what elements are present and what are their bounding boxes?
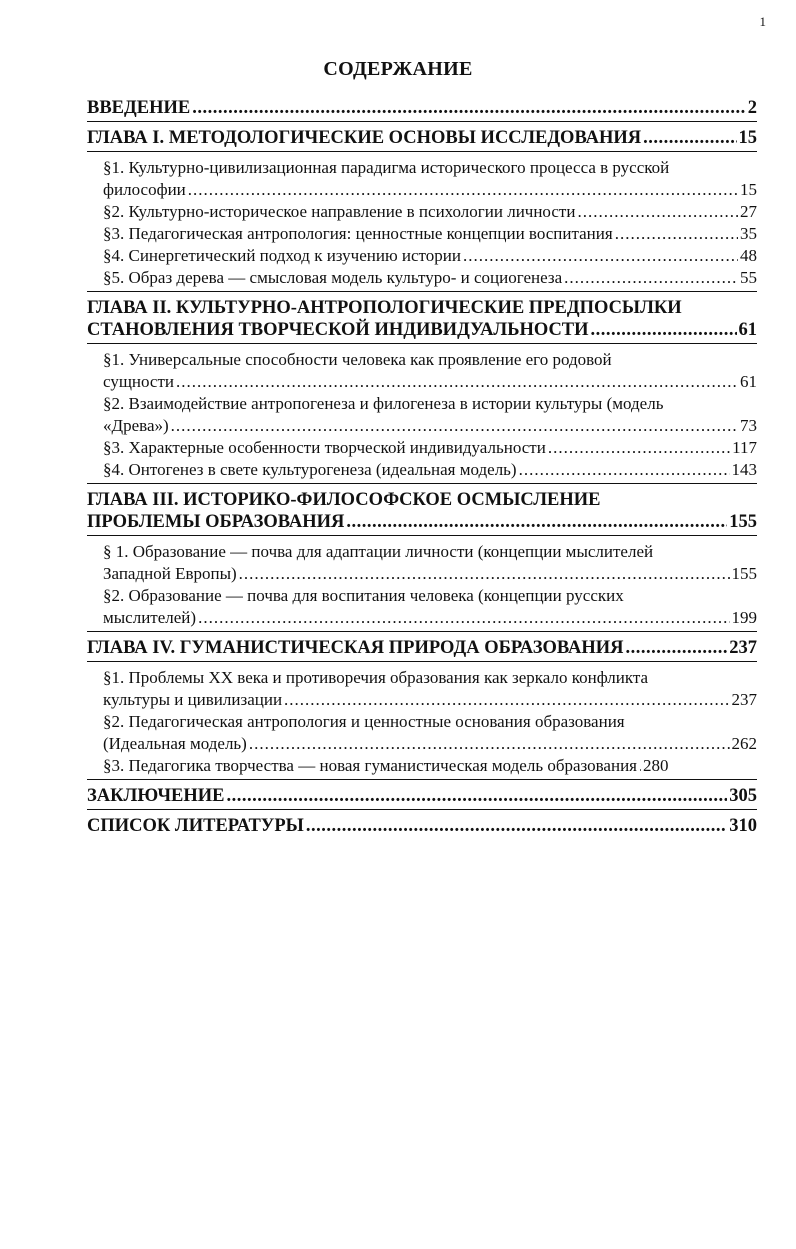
toc-entry-ch1-section-5[interactable] [87,267,757,289]
entry-page: 55 [740,268,757,287]
entry-label-line1: ГЛАВА III. ИСТОРИКО-ФИЛОСОФСКОЕ ОСМЫСЛЕНИЕ [87,490,601,510]
entry-page: 237 [729,638,757,658]
entry-label-line1: §1. Универсальные способности человека как проявление его родовой [103,350,612,369]
toc-entry-chapter-4[interactable] [87,637,757,659]
dot-leader [306,815,727,837]
entry-page: 155 [731,564,757,583]
entry-label: §3. Характерные особенности творческой индивидуальности [103,438,546,457]
dot-leader [639,755,641,777]
dot-leader [615,223,738,245]
dot-leader [249,733,730,755]
separator-rule [87,779,757,780]
entry-page: 305 [729,786,757,806]
entry-page: 280 [643,756,669,775]
entry-page: 262 [731,734,757,753]
entry-label-line2: Западной Европы) [103,564,237,583]
entry-page: 61 [740,372,757,391]
separator-rule [87,809,757,810]
page-number: 1 [759,14,766,29]
entry-label: СПИСОК ЛИТЕРАТУРЫ [87,816,304,836]
toc-entry-chapter-1[interactable] [87,127,757,149]
dot-leader [346,511,727,533]
entry-label-line2: ПРОБЛЕМЫ ОБРАЗОВАНИЯ [87,512,345,532]
toc-entry-ch3-section-1[interactable] [87,541,757,585]
entry-label: ГЛАВА IV. ГУМАНИСТИЧЕСКАЯ ПРИРОДА ОБРАЗОВАНИЯ [87,638,624,658]
entry-page: 35 [740,224,757,243]
toc-entry-ch4-section-1[interactable] [87,667,757,711]
toc-entry-ch2-section-3[interactable] [87,437,757,459]
entry-page: 155 [729,512,757,532]
toc-entry-intro[interactable] [87,97,757,119]
entry-label: ВВЕДЕНИЕ [87,98,191,118]
entry-label-line2: (Идеальная модель) [103,734,247,753]
entry-label-line2: СТАНОВЛЕНИЯ ТВОРЧЕСКОЙ ИНДИВИДУАЛЬНОСТИ [87,320,589,340]
entry-page: 15 [738,128,757,148]
dot-leader [227,785,728,807]
dot-leader [198,607,729,629]
toc-entry-conclusion[interactable] [87,785,757,807]
entry-label-line2: философии [103,180,186,199]
entry-label-line2: мыслителей) [103,608,197,627]
dot-leader [643,127,736,149]
entry-page: 61 [738,320,757,340]
dot-leader [176,371,738,393]
entry-page: 117 [732,438,757,457]
dot-leader [239,563,730,585]
dot-leader [564,267,738,289]
toc-entry-ch3-section-2[interactable] [87,585,757,629]
separator-rule [87,291,757,292]
separator-rule [87,343,757,344]
toc-entry-ch1-section-2[interactable] [87,201,757,223]
table-of-contents [87,97,757,837]
separator-rule [87,121,757,122]
dot-leader [519,459,730,481]
entry-label-line1: §2. Взаимодействие антропогенеза и филогенеза в истории культуры (модель [103,394,664,413]
dot-leader [548,437,730,459]
page-title: СОДЕРЖАНИЕ [323,58,473,80]
entry-label: §3. Педагогика творчества — новая гуманистическая модель образования [103,756,637,775]
toc-entry-ch4-section-2[interactable] [87,711,757,755]
entry-label-line1: § 1. Образование — почва для адаптации личности (концепции мыслителей [103,542,654,561]
entry-label-line1: §1. Проблемы XX века и противоречия образования как зеркало конфликта [103,668,649,687]
entry-page: 27 [740,202,757,221]
separator-rule [87,535,757,536]
entry-page: 73 [740,416,757,435]
toc-entry-ch1-section-1[interactable] [87,157,757,201]
entry-page: 310 [729,816,757,836]
entry-label: §4. Синергетический подход к изучению истории [103,246,461,265]
separator-rule [87,151,757,152]
entry-label: §3. Педагогическая антропология: ценностные концепции воспитания [103,224,613,243]
dot-leader [626,637,728,659]
toc-entry-bibliography[interactable] [87,815,757,837]
entry-label-line1: §2. Образование — почва для воспитания человека (концепции русских [103,586,624,605]
toc-entry-ch4-section-3[interactable] [87,755,757,777]
entry-page: 48 [740,246,757,265]
toc-entry-chapter-3[interactable] [87,489,757,533]
separator-rule [87,661,757,662]
entry-page: 237 [731,690,757,709]
toc-entry-ch2-section-4[interactable] [87,459,757,481]
dot-leader [577,201,738,223]
entry-label: §5. Образ дерева — смысловая модель культуро- и социогенеза [103,268,563,287]
entry-label-line1: §1. Культурно-цивилизационная парадигма исторического процесса в русской [103,158,670,177]
entry-page: 199 [731,608,757,627]
entry-label: §2. Культурно-историческое направление в психологии личности [103,202,576,221]
dot-leader [284,689,729,711]
toc-entry-ch2-section-2[interactable] [87,393,757,437]
toc-entry-ch1-section-3[interactable] [87,223,757,245]
dot-leader [171,415,738,437]
dot-leader [192,97,746,119]
separator-rule [87,631,757,632]
entry-label-line2: культуры и цивилизации [103,690,283,709]
entry-page: 15 [740,180,757,199]
entry-label: ГЛАВА I. МЕТОДОЛОГИЧЕСКИЕ ОСНОВЫ ИССЛЕДОВАНИЯ [87,128,642,148]
entry-label-line2: «Древа») [103,416,169,435]
entry-label-line1: ГЛАВА II. КУЛЬТУРНО-АНТРОПОЛОГИЧЕСКИЕ ПРЕДПОСЫЛКИ [87,298,682,318]
entry-label-line1: §2. Педагогическая антропология и ценностные основания образования [103,712,625,731]
toc-entry-ch1-section-4[interactable] [87,245,757,267]
dot-leader [188,179,738,201]
entry-label: ЗАКЛЮЧЕНИЕ [87,786,225,806]
toc-entry-ch2-section-1[interactable] [87,349,757,393]
entry-label: §4. Онтогенез в свете культурогенеза (идеальная модель) [103,460,517,479]
entry-label-line2: сущности [103,372,175,391]
dot-leader [463,245,738,267]
toc-entry-chapter-2[interactable] [87,297,757,341]
entry-page: 2 [747,98,757,118]
separator-rule [87,483,757,484]
dot-leader [591,319,737,341]
entry-page: 143 [731,460,757,479]
